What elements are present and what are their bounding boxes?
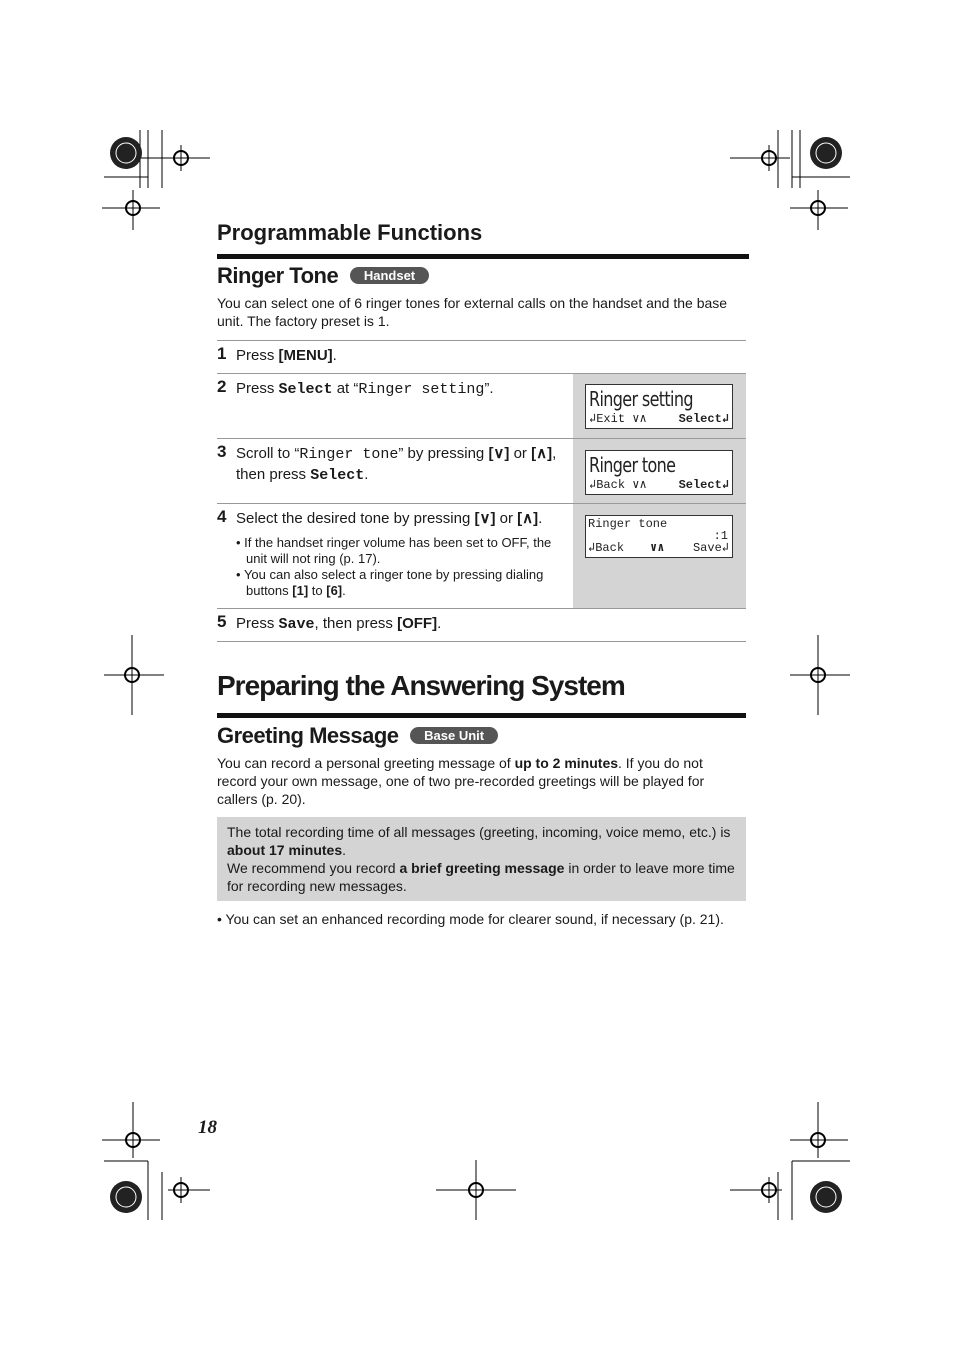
lcd-arrows: ∨∧ (650, 541, 665, 555)
handset-badge: Handset (350, 267, 429, 284)
up-key: [∧] (517, 510, 539, 527)
registration-mark-mid-left (104, 635, 164, 715)
display-text: Ringer tone (299, 446, 399, 463)
greeting-heading (217, 723, 498, 749)
step-text (236, 444, 561, 486)
text: or (509, 445, 532, 462)
ringer-steps (217, 340, 746, 642)
lcd-line-1: Ringer tone (588, 517, 668, 531)
text: We recommend you record (227, 860, 400, 876)
soft-key-save: Save (278, 616, 315, 633)
section-rule (217, 254, 749, 259)
text: If the handset ringer volume has been set to OFF, the unit will not ring (p. 17). (244, 535, 552, 566)
step-1 (217, 340, 746, 373)
text: . (437, 615, 442, 632)
note-line-1 (227, 823, 739, 859)
step-number: 5 (217, 612, 227, 631)
text: Scroll to “ (236, 445, 300, 462)
main-rule (217, 713, 746, 718)
key-6: [6] (326, 583, 343, 598)
up-key: [∧] (531, 445, 553, 462)
text: You can set an enhanced recording mode for clearer sound, if necessary (p. 21). (225, 911, 724, 927)
text: Press (236, 347, 279, 364)
text: ”. (484, 380, 494, 397)
lcd-softkeys (589, 413, 729, 426)
note-bullet: • If the handset ringer volume has been set to OFF, the unit will not ring (p. 17). (236, 535, 552, 566)
text: , then press (314, 615, 398, 632)
lcd-right: Select↲ (678, 412, 729, 426)
lcd-left: ↲Back (588, 541, 625, 555)
greeting-title: Greeting Message (217, 723, 399, 748)
lcd-screen (585, 384, 733, 429)
step-3 (217, 438, 746, 503)
lcd-line-2: :1 (713, 529, 728, 543)
soft-key-select: Select (278, 381, 333, 398)
registration-mark-top-left (90, 110, 210, 230)
step-text (236, 509, 571, 529)
ringer-tone-heading (217, 263, 429, 289)
registration-mark-bottom-center (436, 1160, 516, 1220)
down-key: [∨] (488, 445, 510, 462)
lcd-right: Save↲ (692, 541, 729, 555)
registration-mark-bottom-right (730, 1102, 850, 1222)
text: or (495, 510, 518, 527)
text: . (538, 510, 543, 527)
emphasis: up to 2 minutes (514, 755, 619, 771)
registration-mark-top-right (730, 110, 850, 230)
lcd-left: ↲Exit ∨∧ (589, 412, 647, 426)
emphasis: a brief greeting message (399, 860, 565, 876)
lcd-screen (585, 450, 733, 495)
main-title: Preparing the Answering System (217, 670, 625, 701)
registration-mark-mid-right (790, 635, 850, 715)
text: Select the desired tone by pressing (236, 510, 475, 527)
text: The total recording time of all messages (greeting, incoming, voice memo, etc.) is (227, 824, 731, 840)
recording-mode-bullet: • You can set an enhanced recording mode for clearer sound, if necessary (p. 21). (217, 911, 724, 927)
menu-key: [MENU] (278, 347, 333, 364)
text: , then press (236, 445, 557, 483)
step-4-notes (236, 535, 566, 599)
text: . (332, 347, 337, 364)
lcd-softkeys (588, 542, 729, 555)
key-1: [1] (292, 583, 309, 598)
step-2 (217, 373, 746, 438)
registration-mark-bottom-left (90, 1102, 210, 1222)
text: Press (236, 615, 279, 632)
step-number: 4 (217, 507, 227, 526)
step-text (236, 614, 441, 635)
text: . (342, 842, 347, 858)
text: at “ (332, 380, 359, 397)
text: Press (236, 380, 279, 397)
lcd-line: Ringer tone (589, 453, 676, 477)
text: You can record a personal greeting message of (217, 755, 515, 771)
greeting-intro (217, 754, 737, 808)
base-unit-badge: Base Unit (410, 727, 498, 744)
step-number: 3 (217, 442, 227, 461)
ringer-intro: You can select one of 6 ringer tones for external calls on the handset and the base unit. The factory preset is 1. (217, 295, 728, 329)
lcd-right: Select↲ (678, 478, 729, 492)
lcd-left: ↲Back ∨∧ (589, 478, 647, 492)
lcd-screen (585, 515, 733, 558)
text: in order to leave more time for recording new messages. (227, 860, 735, 894)
display-text: Ringer setting (358, 381, 485, 398)
down-key: [∨] (474, 510, 496, 527)
page-number: 18 (198, 1117, 217, 1138)
lcd-panel-3 (573, 504, 746, 608)
text: . (364, 466, 369, 483)
recording-note-box (217, 817, 746, 901)
off-key: [OFF] (397, 615, 438, 632)
lcd-softkeys (589, 479, 729, 492)
text: . If you do not record your own message, one of two pre-recorded greetings will be played for callers (p. 20). (217, 755, 705, 807)
step-text (236, 379, 494, 400)
text: You can also select a ringer tone by pressing dialing buttons (243, 567, 544, 598)
note-bullet: • You can also select a ringer tone by pressing dialing buttons [1] to [6]. (236, 567, 544, 598)
step-4 (217, 503, 746, 608)
lcd-line: Ringer setting (589, 387, 693, 411)
lcd-panel-2 (573, 439, 746, 503)
ringer-tone-title: Ringer Tone (217, 263, 339, 288)
step-number: 1 (217, 344, 227, 363)
step-number: 2 (217, 377, 227, 396)
section-title: Programmable Functions (217, 220, 483, 245)
soft-key-select: Select (310, 467, 365, 484)
text: to (308, 583, 327, 598)
text: ” by pressing (398, 445, 489, 462)
lcd-panel-1 (573, 374, 746, 438)
emphasis: about 17 minutes (227, 842, 343, 858)
step-5 (217, 608, 746, 642)
text: . (342, 583, 346, 598)
step-text (236, 346, 337, 366)
note-line-2 (227, 859, 739, 895)
